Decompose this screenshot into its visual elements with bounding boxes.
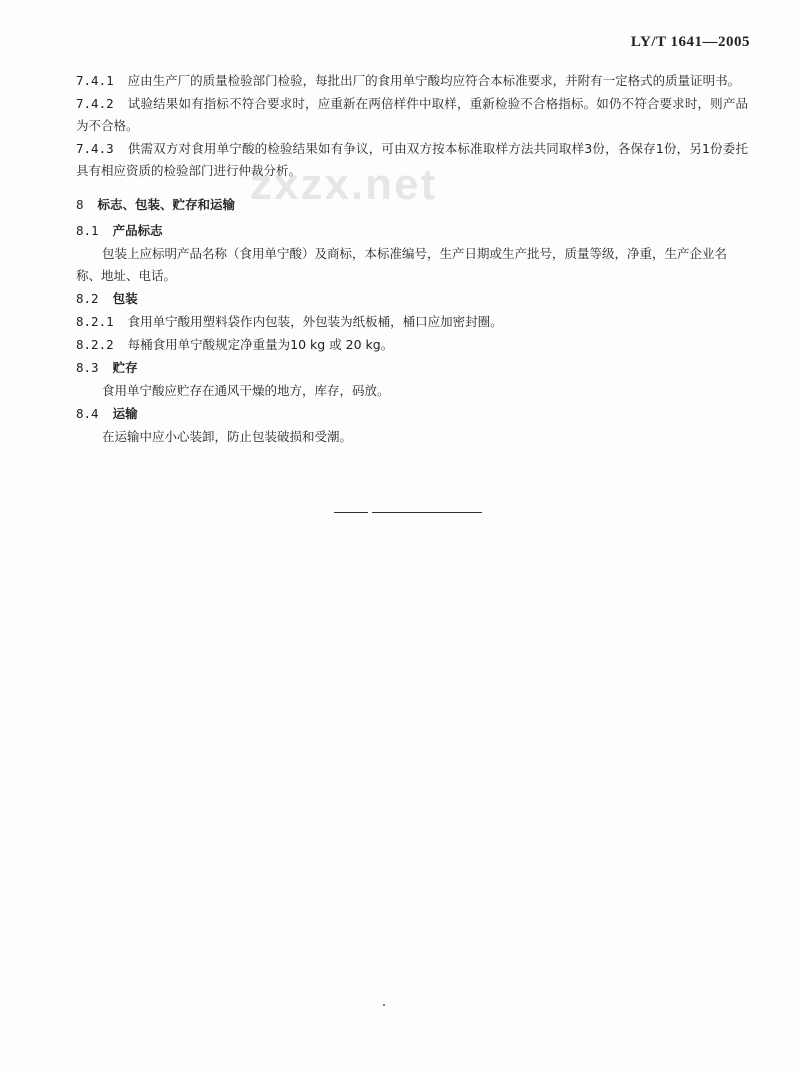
clause-number: 8.4 [76, 406, 99, 421]
end-of-document-rule-long [372, 512, 482, 513]
clause-number: 8.1 [76, 223, 99, 238]
clause-number: 8.2.1 [76, 314, 114, 329]
clause-text: 食用单宁酸用塑料袋作内包装，外包装为纸板桶，桶口应加密封圈。 [127, 314, 503, 329]
clause-8-3-heading [76, 357, 748, 379]
clause-8-2-2 [76, 334, 748, 356]
clause-8-3-text: 食用单宁酸应贮存在通风干燥的地方，库存，码放。 [102, 383, 390, 398]
watermark: zxzx.net [250, 160, 438, 209]
clause-number: 7.4.3 [76, 141, 114, 156]
clause-title: 包装 [112, 291, 138, 306]
clause-8-4-heading [76, 403, 748, 425]
end-of-document-rule-short [334, 512, 368, 513]
chapter-8-heading [76, 194, 748, 216]
clause-number: 7.4.2 [76, 96, 114, 111]
clause-number: 8.2.2 [76, 337, 114, 352]
clause-7-4-2 [76, 93, 748, 137]
clause-title: 贮存 [112, 360, 138, 375]
clause-title: 运输 [112, 406, 138, 421]
clause-text: 每桶食用单宁酸规定净重量为10 kg 或 20 kg。 [127, 337, 394, 352]
chapter-title: 标志、包装、贮存和运输 [97, 197, 236, 212]
clause-text: 应由生产厂的质量检验部门检验，每批出厂的食用单宁酸均应符合本标准要求，并附有一定格式的质量证明书。 [127, 73, 741, 88]
clause-8-2-1 [76, 311, 748, 333]
clause-7-4-1 [76, 70, 748, 92]
clause-8-4-text: 在运输中应小心装卸，防止包装破损和受潮。 [102, 429, 353, 444]
clause-text: 供需双方对食用单宁酸的检验结果如有争议，可由双方按本标准取样方法共同取样3份，各保存1份，另1份委托具有相应资质的检验部门进行仲裁分析。 [76, 141, 748, 178]
document-body [76, 70, 748, 449]
clause-8-1-heading [76, 220, 748, 242]
clause-number: 8.3 [76, 360, 99, 375]
clause-title: 产品标志 [112, 223, 163, 238]
clause-8-2-heading [76, 288, 748, 310]
chapter-number: 8 [76, 197, 84, 212]
clause-number: 8.2 [76, 291, 99, 306]
clause-7-4-3 [76, 138, 748, 182]
clause-8-1-text: 包装上应标明产品名称（食用单宁酸）及商标，本标准编号，生产日期或生产批号，质量等级，净重，生产企业名称、地址、电话。 [76, 246, 728, 283]
standard-number-header: LY/T 1641—2005 [630, 34, 750, 50]
page-dot-mark [383, 1004, 385, 1006]
clause-number: 7.4.1 [76, 73, 114, 88]
clause-text: 试验结果如有指标不符合要求时，应重新在两倍样件中取样，重新检验不合格指标。如仍不符合要求时，则产品为不合格。 [76, 96, 748, 133]
